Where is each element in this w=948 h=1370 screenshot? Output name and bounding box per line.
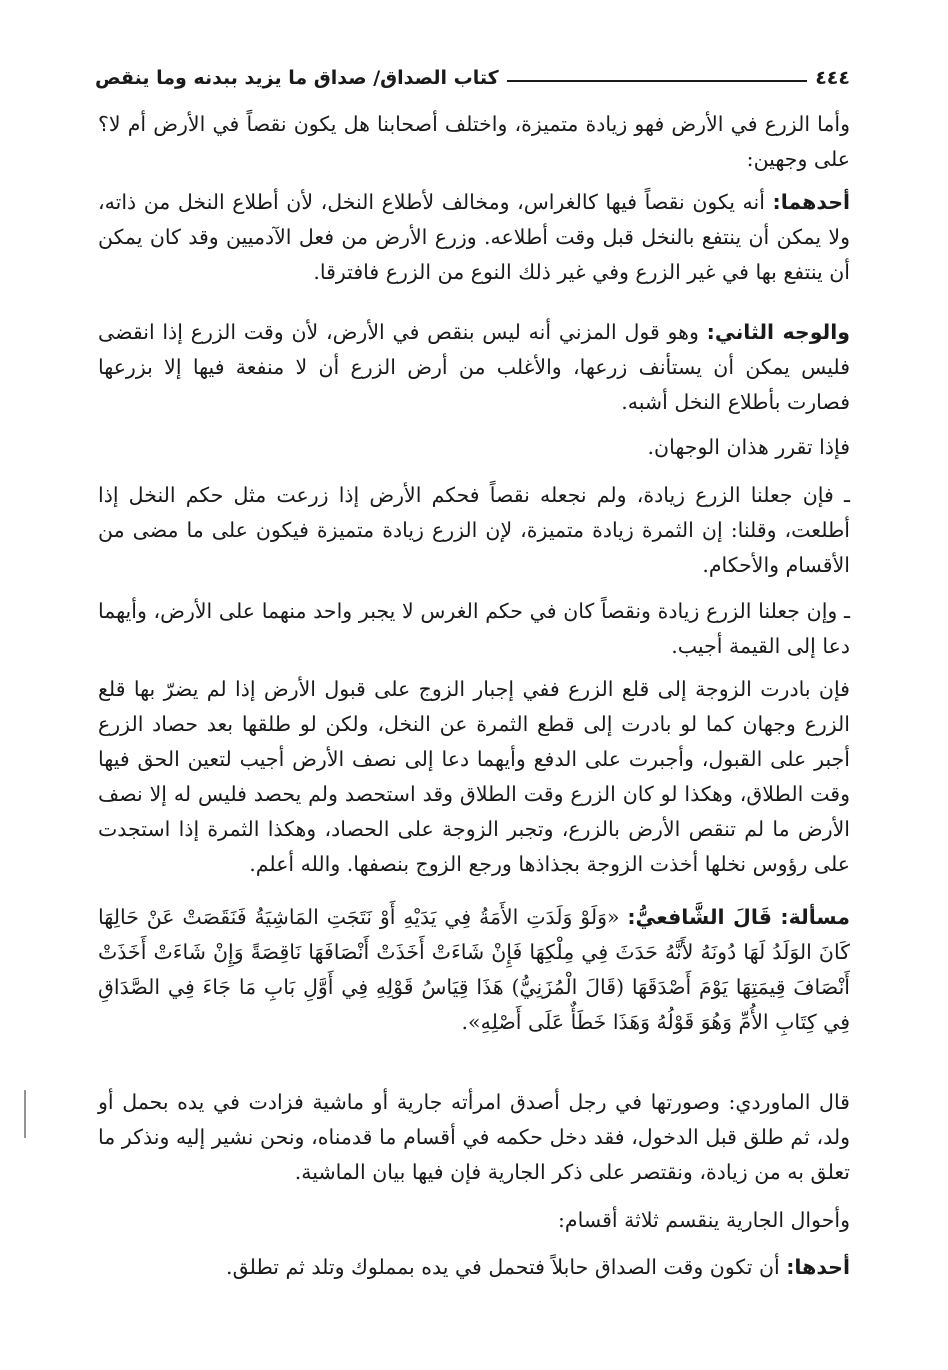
paragraph-text: أن تكون وقت الصداق حابلاً فتحمل في يده بمملوك وتلد ثم تطلق. — [226, 1255, 787, 1279]
paragraph — [98, 900, 850, 1040]
header-rule — [507, 80, 808, 82]
scan-margin-mark — [24, 1090, 26, 1138]
running-title: كتاب الصداق/ صداق ما يزيد ببدنه وما ينقص — [95, 67, 499, 89]
paragraph-lead: والوجه الثاني: — [706, 320, 851, 344]
paragraph — [98, 672, 850, 882]
paragraph-lead: مسألة: قَالَ الشَّافعيُّ: — [627, 905, 850, 929]
paragraph — [98, 594, 850, 664]
paragraph-text: «وَلَوْ وَلَدَتِ الأَمَةُ فِي يَدَيْهِ أَوْ نَتَجَتِ المَاشِيَةُ فَنَقَصَتْ عَنْ حَالِهَا كَانَ الوَلَدُ لَهَا دُونَهُ لأَنَّهُ حَدَثَ فِي مِلْكِهَا فَإِنْ شَاءَتْ أَخَذَتْ أَنْصَافَهَا نَاقِصَةً وَإِنْ شَاءَتْ أَخَذَتْ أَنْصَافَ قِيمَتِهَا يَوْمَ أَصْدَقَهَا (قَالَ الْمُزَنِيُّ) هَذَا قِيَاسُ قَوْلِهِ فِي أَوَّلِ بَابِ مَا جَاءَ فِي الصَّدَاقِ فِي كِتَابِ الأُمِّ وَهُوَ قَوْلُهُ وَهَذَا خَطَأٌ عَلَى أَصْلِهِ». — [98, 905, 850, 1034]
paragraph-text: فإن بادرت الزوجة إلى قلع الزرع ففي إجبار الزوج على قبول الأرض إذا لم يضرّ بها قلع الزرع وجهان كما لو بادرت إلى قطع الثمرة عن النخل، ولكن لو طلقها بعد حصاد الزرع أجبر على القبول، وأجبرت على الدفع وأيهما دعا إلى نصف الأرض أجيب لتعين الحق فيها وقت الطلاق، وهكذا لو كان الزرع وقت الطلاق وقد استحصد ولم يحصد فليس له إلا نصف الأرض ما لم تنقص الأرض بالزرع، وتجبر الزوجة على الحصاد، وهكذا الثمرة إذا استجدت على رؤوس نخلها أخذت الزوجة بجذاذها ورجع الزوج بنصفها. والله أعلم. — [98, 677, 850, 876]
running-header — [95, 55, 850, 89]
page-number: ٤٤٤ — [815, 67, 850, 89]
paragraph-lead: أحدهما: — [772, 190, 850, 214]
paragraph-text: قال الماوردي: وصورتها في رجل أصدق امرأته جارية أو ماشية فزادت في يده بحمل أو ولد، ثم طلق قبل الدخول، فقد دخل حكمه في أقسام ما قدمناه، ونحن نشير إليه ونذكر ما تعلق به من زيادة، ونقتصر على ذكر الجارية فإن فيها بيان الماشية. — [98, 1090, 850, 1184]
paragraph-text: وأحوال الجارية ينقسم ثلاثة أقسام: — [558, 1208, 850, 1232]
paragraph-text: وأما الزرع في الأرض فهو زيادة متميزة، واختلف أصحابنا هل يكون نقصاً في الأرض أم لا؟ على وجهين: — [98, 112, 850, 171]
paragraph — [98, 478, 850, 583]
paragraph-text: أنه يكون نقصاً فيها كالغراس، ومخالف لأطلاع النخل، لأن أطلاع النخل من ذاته، ولا يمكن أن ينتفع بالنخل قبل وقت أطلاعه. وزرع الأرض من فعل الآدميين وقد كان يمكن أن ينتفع بها في غير الزرع وفي غير ذلك النوع من الزرع فافترقا. — [98, 190, 850, 284]
paragraph — [98, 430, 850, 465]
paragraph-text: فإذا تقرر هذان الوجهان. — [647, 435, 850, 459]
paragraph — [98, 107, 850, 177]
paragraph — [98, 315, 850, 420]
paragraph-text: ـ فإن جعلنا الزرع زيادة، ولم نجعله نقصاً فحكم الأرض إذا زرعت مثل حكم النخل إذا أطلعت، وقلنا: إن الثمرة زيادة متميزة، لإن الزرع زيادة متميزة فيكون على ما مضى من الأقسام والأحكام. — [98, 483, 850, 577]
paragraph-lead: أحدها: — [786, 1255, 850, 1279]
paragraph-text: وهو قول المزني أنه ليس بنقص في الأرض، لأن وقت الزرع إذا انقضى فليس يمكن أن يستأنف زرعها، والأغلب من أرض الزرع أن لا منفعة فيها إلا بزرعها فصارت بأطلاع النخل أشبه. — [98, 320, 850, 414]
paragraph — [98, 185, 850, 290]
paragraph — [98, 1203, 850, 1238]
paragraph — [98, 1250, 850, 1285]
paragraph — [98, 1085, 850, 1190]
paragraph-text: ـ وإن جعلنا الزرع زيادة ونقصاً كان في حكم الغرس لا يجبر واحد منهما على الأرض، وأيهما دعا إلى القيمة أجيب. — [98, 599, 850, 658]
